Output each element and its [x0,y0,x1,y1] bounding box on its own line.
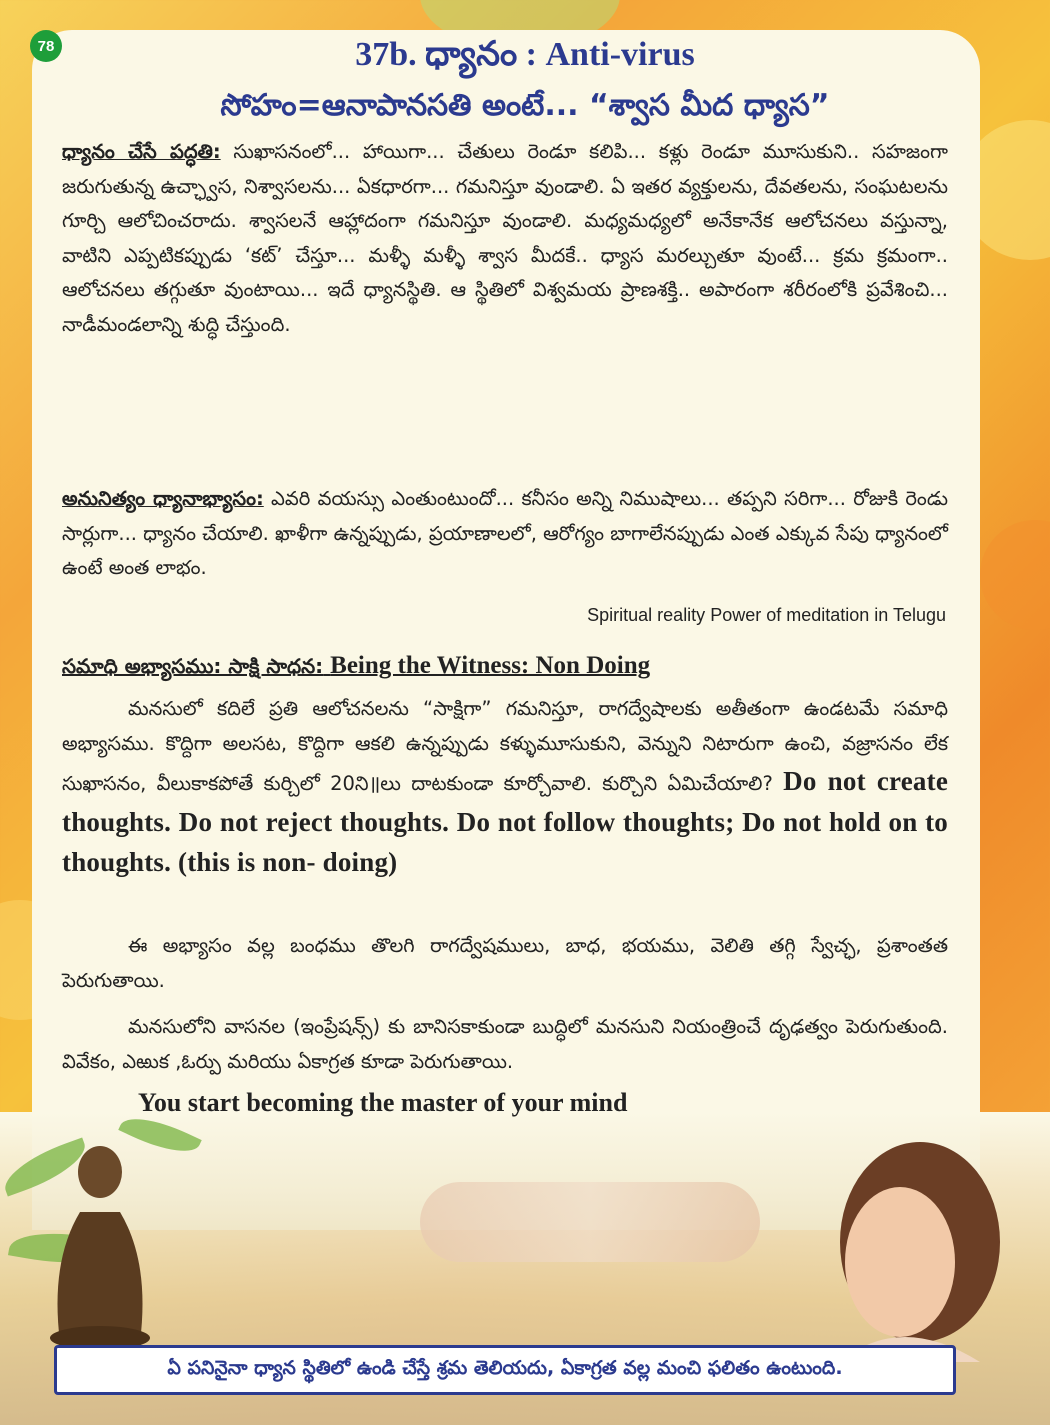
background-meditators [420,1182,760,1262]
section-daily-label: అనునిత్యం ధ్యానాభ్యాసం: [62,487,264,510]
section-samadhi-heading [62,652,650,683]
section-daily-practice [62,482,948,586]
benefits-paragraph: ఈ అభ్యాసం వల్ల బంధము తొలగి రాగద్వేషములు, బాధ, భయము, వెలితి తగ్గి స్వేచ్ఛ, ప్రశాంతత పెరుగుతాయి. [62,934,948,992]
page-subtitle: సోహం=ఆనాపానసతి అంటే... “శ్వాస మీద ధ్యాస” [220,88,830,123]
discipline-paragraph: మనసులోని వాసనల (ఇంప్రేషన్స్) కు బానిసకాకుండా బుద్ధిలో మనసుని నియంత్రించే దృఢత్వం పెరుగుతుంది. వివేకం, ఎఱుక ,ఓర్పు మరియు ఏకాగ్రత కూడా పెరుగుతాయి. [62,1015,948,1073]
master-line: You start becoming the master of your mind [138,1088,628,1117]
buddha-statue-icon [40,1142,160,1352]
section-method-text: సుఖాసనంలో... హాయిగా... చేతులు రెండూ కలిపి... కళ్లు రెండూ మూసుకుని.. సహజంగా జరుగుతున్న ఉచ్ఛ్వాస, నిశ్వాసలను... ఏకధారగా... గమనిస్తూ వుండాలి. ఏ ఇతర వ్యక్తులను, దేవతలను, సంఘటలను గూర్చి ఆలోచించరాదు. శ్వాసలనే ఆహ్లాదంగా గమనిస్తూ వుండాలి. మధ్యమధ్యలో అనేకానేక ఆలోచనలు వస్తున్నా, వాటిని ఎప్పటికప్పుడు ‘కట్’ చేస్తూ... మళ్ళీ మళ్ళీ శ్వాస మీదకే.. ధ్యాస మరల్చుతూ వుంటే... క్రమ క్రమంగా.. ఆలోచనలు తగ్గుతూ వుంటాయి... ఇదే ధ్యానస్థితి. ఆ స్థితిలో విశ్వమయ ప్రాణశక్తి.. అపారంగా శరీరంలోకి ప్రవేశించి... నాడీమండలాన్ని శుద్ధి చేస్తుంది. [62,140,948,336]
background-bokeh [980,520,1050,630]
page-title: 37b. ధ్యానం : Anti-virus [355,36,695,73]
section-daily-text: ఎవరి వయస్సు ఎంతుంటుందో... కనీసం అన్ని నిముషాలు... తప్పని సరిగా... రోజుకి రెండు సార్లుగా... ధ్యానం చేయాలి. ఖాళీగా ఉన్నప్పుడు, ప్రయాణాలలో, ఆరోగ్యం బాగాలేనప్పుడు ఎంత ఎక్కువ సేపు ధ్యానంలో ఉంటే అంత లాభం. [62,487,948,579]
samadhi-paragraph [62,692,948,883]
section-samadhi-label: సమాధి అభ్యాసము: సాక్షి సాధన: [62,654,324,678]
section-samadhi-english: Being the Witness: Non Doing [330,652,651,679]
section-method [62,135,948,342]
samadhi-paragraph-english: Do not create thoughts. Do not reject thoughts. Do not follow thoughts; Do not hold on to thoughts. (this is non- doing) [62,766,948,877]
meditating-woman-icon [780,1132,1020,1362]
page-number-badge: 78 [30,30,62,62]
samadhi-paragraph-telugu: మనసులో కదిలే ప్రతి ఆలోచనలను “సాక్షిగా” గమనిస్తూ, రాగద్వేషాలకు అతీతంగా ఉండటమే సమాధి అభ్యాసము. కొద్దిగా అలసట, కొద్దిగా ఆకలి ఉన్నప్పుడు కళ్ళుమూసుకుని, వెన్నుని నిటారుగా ఉంచి, వజ్రాసనం లేక సుఖాసనం, వీలుకాకపోతే కుర్చిలో 20ని॥లు దాటకుండా కూర్చోవాలి. కుర్చొని ఏమిచేయాలి? [62,697,948,795]
section-method-label: ధ్యానం చేసే పద్ధతి: [62,140,221,163]
bottom-caption: ఏ పనినైనా ధ్యాన స్థితిలో ఉండి చేస్తే శ్రమ తెలియదు, ఏకాగ్రత వల్ల మంచి ఫలితం ఉంటుంది. [54,1345,956,1395]
credit-line: Spiritual reality Power of meditation in Telugu [587,605,946,625]
